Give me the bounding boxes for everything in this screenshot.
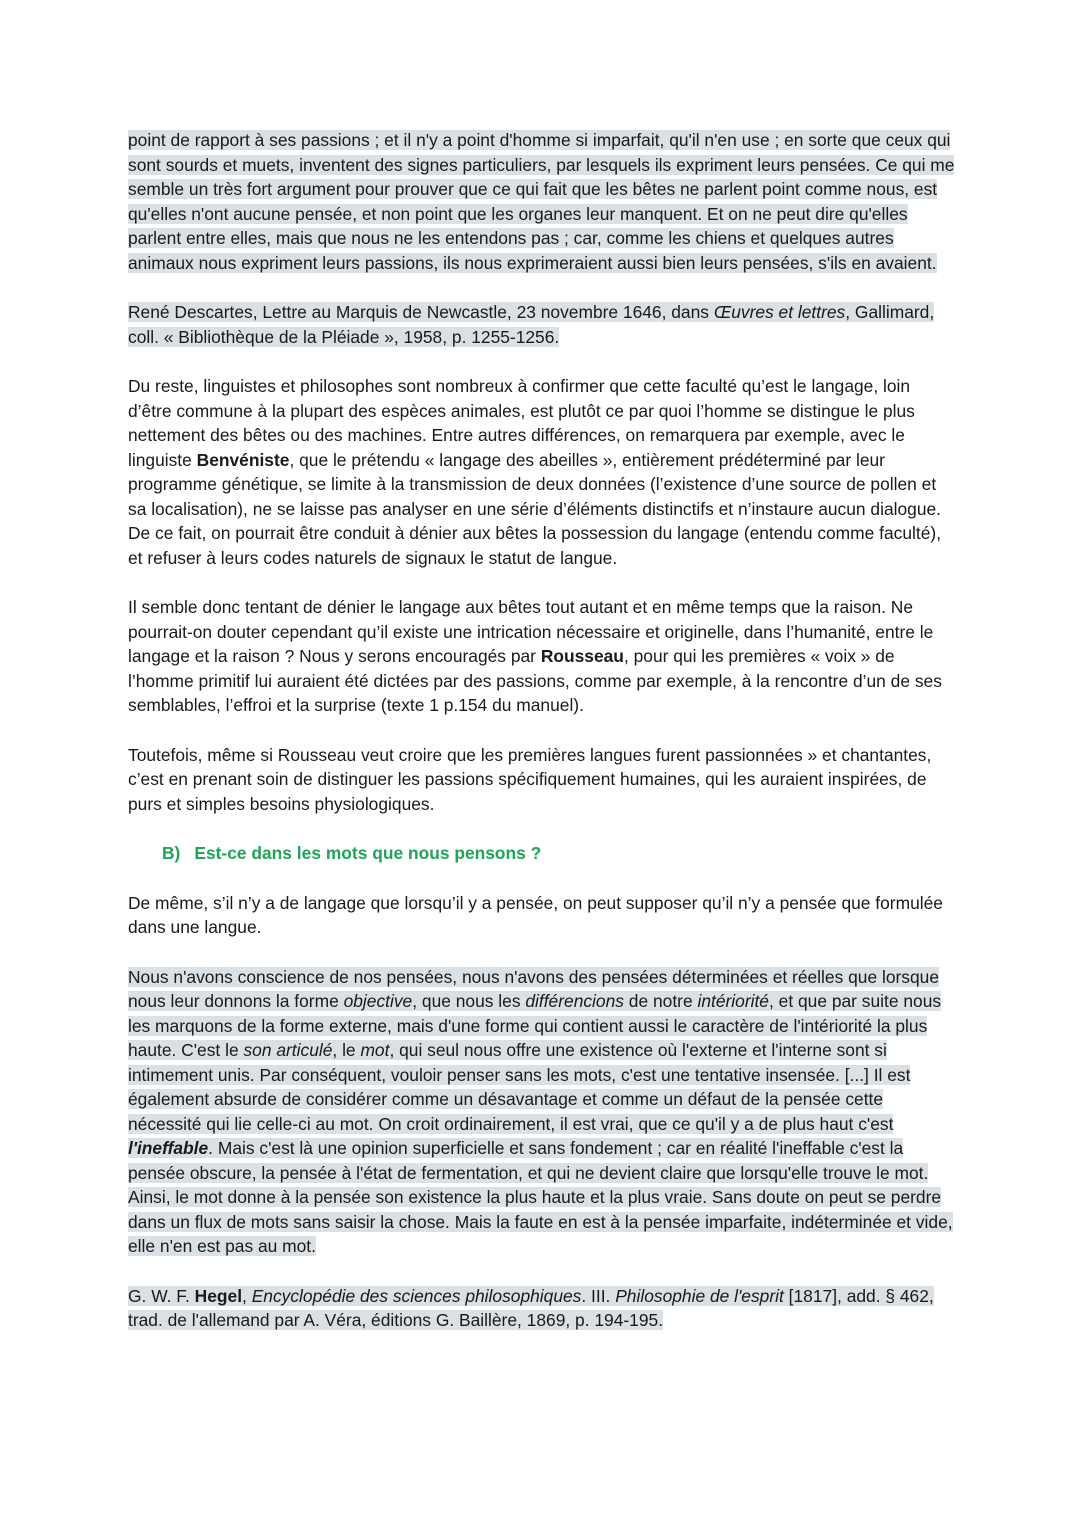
section-letter: B) bbox=[162, 843, 181, 863]
descartes-citation bbox=[128, 300, 956, 349]
hegel-book-title: Encyclopédie des sciences philosophiques bbox=[251, 1285, 582, 1306]
hegel-citation: G. W. F. Hegel, Encyclopédie des sciences philosophiques. III. Philosophie de l'esprit [1817], add. § 462, trad. de l'allemand par A. Véra, éditions G. Baillère, 1869, p. 194-195. bbox=[128, 1285, 934, 1330]
descartes-citation-before: René Descartes, Lettre au Marquis de Newcastle, 23 novembre 1646, dans bbox=[128, 302, 714, 322]
section-heading-b bbox=[162, 841, 956, 866]
paragraph-benveniste: Du reste, linguistes et philosophes sont nombreux à confirmer que cette faculté qu’est le langage, loin d’être commune à la plupart des espèces animales, est plutôt ce par quoi l’homme se distingue le plus nettement des bêtes ou des machines. Entre autres différences, on remarquera par exemple, avec le linguiste Benvéniste, que le prétendu « langage des abeilles », entièrement prédéterminé par leur programme génétique, se limite à la transmission de deux données (l’existence d’une source de pollen et sa localisation), ne se laisse pas analyser en une série d’éléments distinctifs et n’instaure aucun dialogue. De ce fait, on pourrait être conduit à dénier aux bêtes la possession du langage (entendu comme faculté), et refuser à leurs codes naturels de signaux le statut de langue. bbox=[128, 376, 942, 568]
descartes-citation-after: , Gallimard, coll. « Bibliothèque de la Pléiade », 1958, p. 1255-1256. bbox=[128, 302, 935, 347]
hegel-quote: Nous n'avons conscience de nos pensées, nous n'avons des pensées déterminées et réelles que lorsque nous leur donnons la forme objective, que nous les différencions de notre intériorité, et que par suite nous les marquons de la forme externe, mais d'une forme qui contient aussi le caractère de l'intériorité la plus haute. C'est le son articulé, le mot, qui seul nous offre une existence où l'externe et l'interne sont si intimement unis. Par conséquent, vouloir penser sans les mots, c'est une tentative insensée. [...] Il est également absurde de considérer comme un désavantage et comme un défaut de la pensée cette nécessité qui lie celle-ci au mot. On croit ordinairement, il est vrai, que ce qu'il y a de plus haut c'est l'ineffable. Mais c'est là une opinion superficielle et sans fondement ; car en réalité l'ineffable c'est la pensée obscure, la pensée à l'état de fermentation, et qui ne devient claire que lorsqu'elle trouve le mot. Ainsi, le mot donne à la pensée son existence la plus haute et la plus vraie. Sans doute on peut se perdre dans un flux de mots sans saisir la chose. Mais la faute en est à la pensée imparfaite, indéterminée et vide, elle n'en est pas au mot. bbox=[128, 966, 953, 1256]
descartes-citation-title: Œuvres et lettres bbox=[713, 302, 846, 322]
descartes-quote-text: point de rapport à ses passions ; et il n'y a point d'homme si imparfait, qu'il n'en use ; en sorte que ceux qui sont sourds et muets, inventent des signes particuliers, par lesquels ils expriment leurs pensées. Ce qui me semble un très fort argument pour prouver que ce qui fait que les bêtes ne parlent point comme nous, est qu'elles n'ont aucune pensée, et non point que les organes leur manquent. Et on ne peut dire qu'elles parlent entre elles, mais que nous ne les entendons pas ; car, comme les chiens et quelques autres animaux nous expriment leurs passions, ils nous exprimeraient aussi bien leurs pensées, s'ils en avaient. bbox=[128, 130, 955, 273]
hegel-name: Hegel bbox=[194, 1285, 243, 1306]
paragraph-de-meme: De même, s’il n’y a de langage que lorsqu’il y a pensée, on peut supposer qu’il n’y a pensée que formulée dans une langue. bbox=[128, 892, 943, 937]
paragraph-toutefois: Toutefois, même si Rousseau veut croire que les premières langues furent passionnées » et chantantes, c’est en prenant soin de distinguer les passions spécifiquement humaines, qui les auraient inspirées, de purs et simples besoins physiologiques. bbox=[128, 744, 932, 814]
benveniste-name: Benvéniste bbox=[196, 449, 290, 470]
rousseau-name: Rousseau bbox=[540, 646, 624, 666]
descartes-quote bbox=[128, 128, 956, 275]
document-page bbox=[128, 128, 956, 1358]
ineffable-term: l'ineffable bbox=[128, 1138, 209, 1158]
hegel-book-subtitle: Philosophie de l'esprit bbox=[615, 1285, 784, 1306]
section-title: Est-ce dans les mots que nous pensons ? bbox=[194, 843, 542, 863]
paragraph-rousseau: Il semble donc tentant de dénier le langage aux bêtes tout autant et en même temps que la raison. Ne pourrait-on douter cependant qu’il existe une intrication nécessaire et originelle, dans l’humanité, entre le langage et la raison ? Nous y serons encouragés par Rousseau, pour qui les premières « voix » de l’homme primitif lui auraient été dictées par des passions, comme par exemple, à la rencontre d’un de ses semblables, l’effroi et la surprise (texte 1 p.154 du manuel). bbox=[128, 597, 942, 715]
